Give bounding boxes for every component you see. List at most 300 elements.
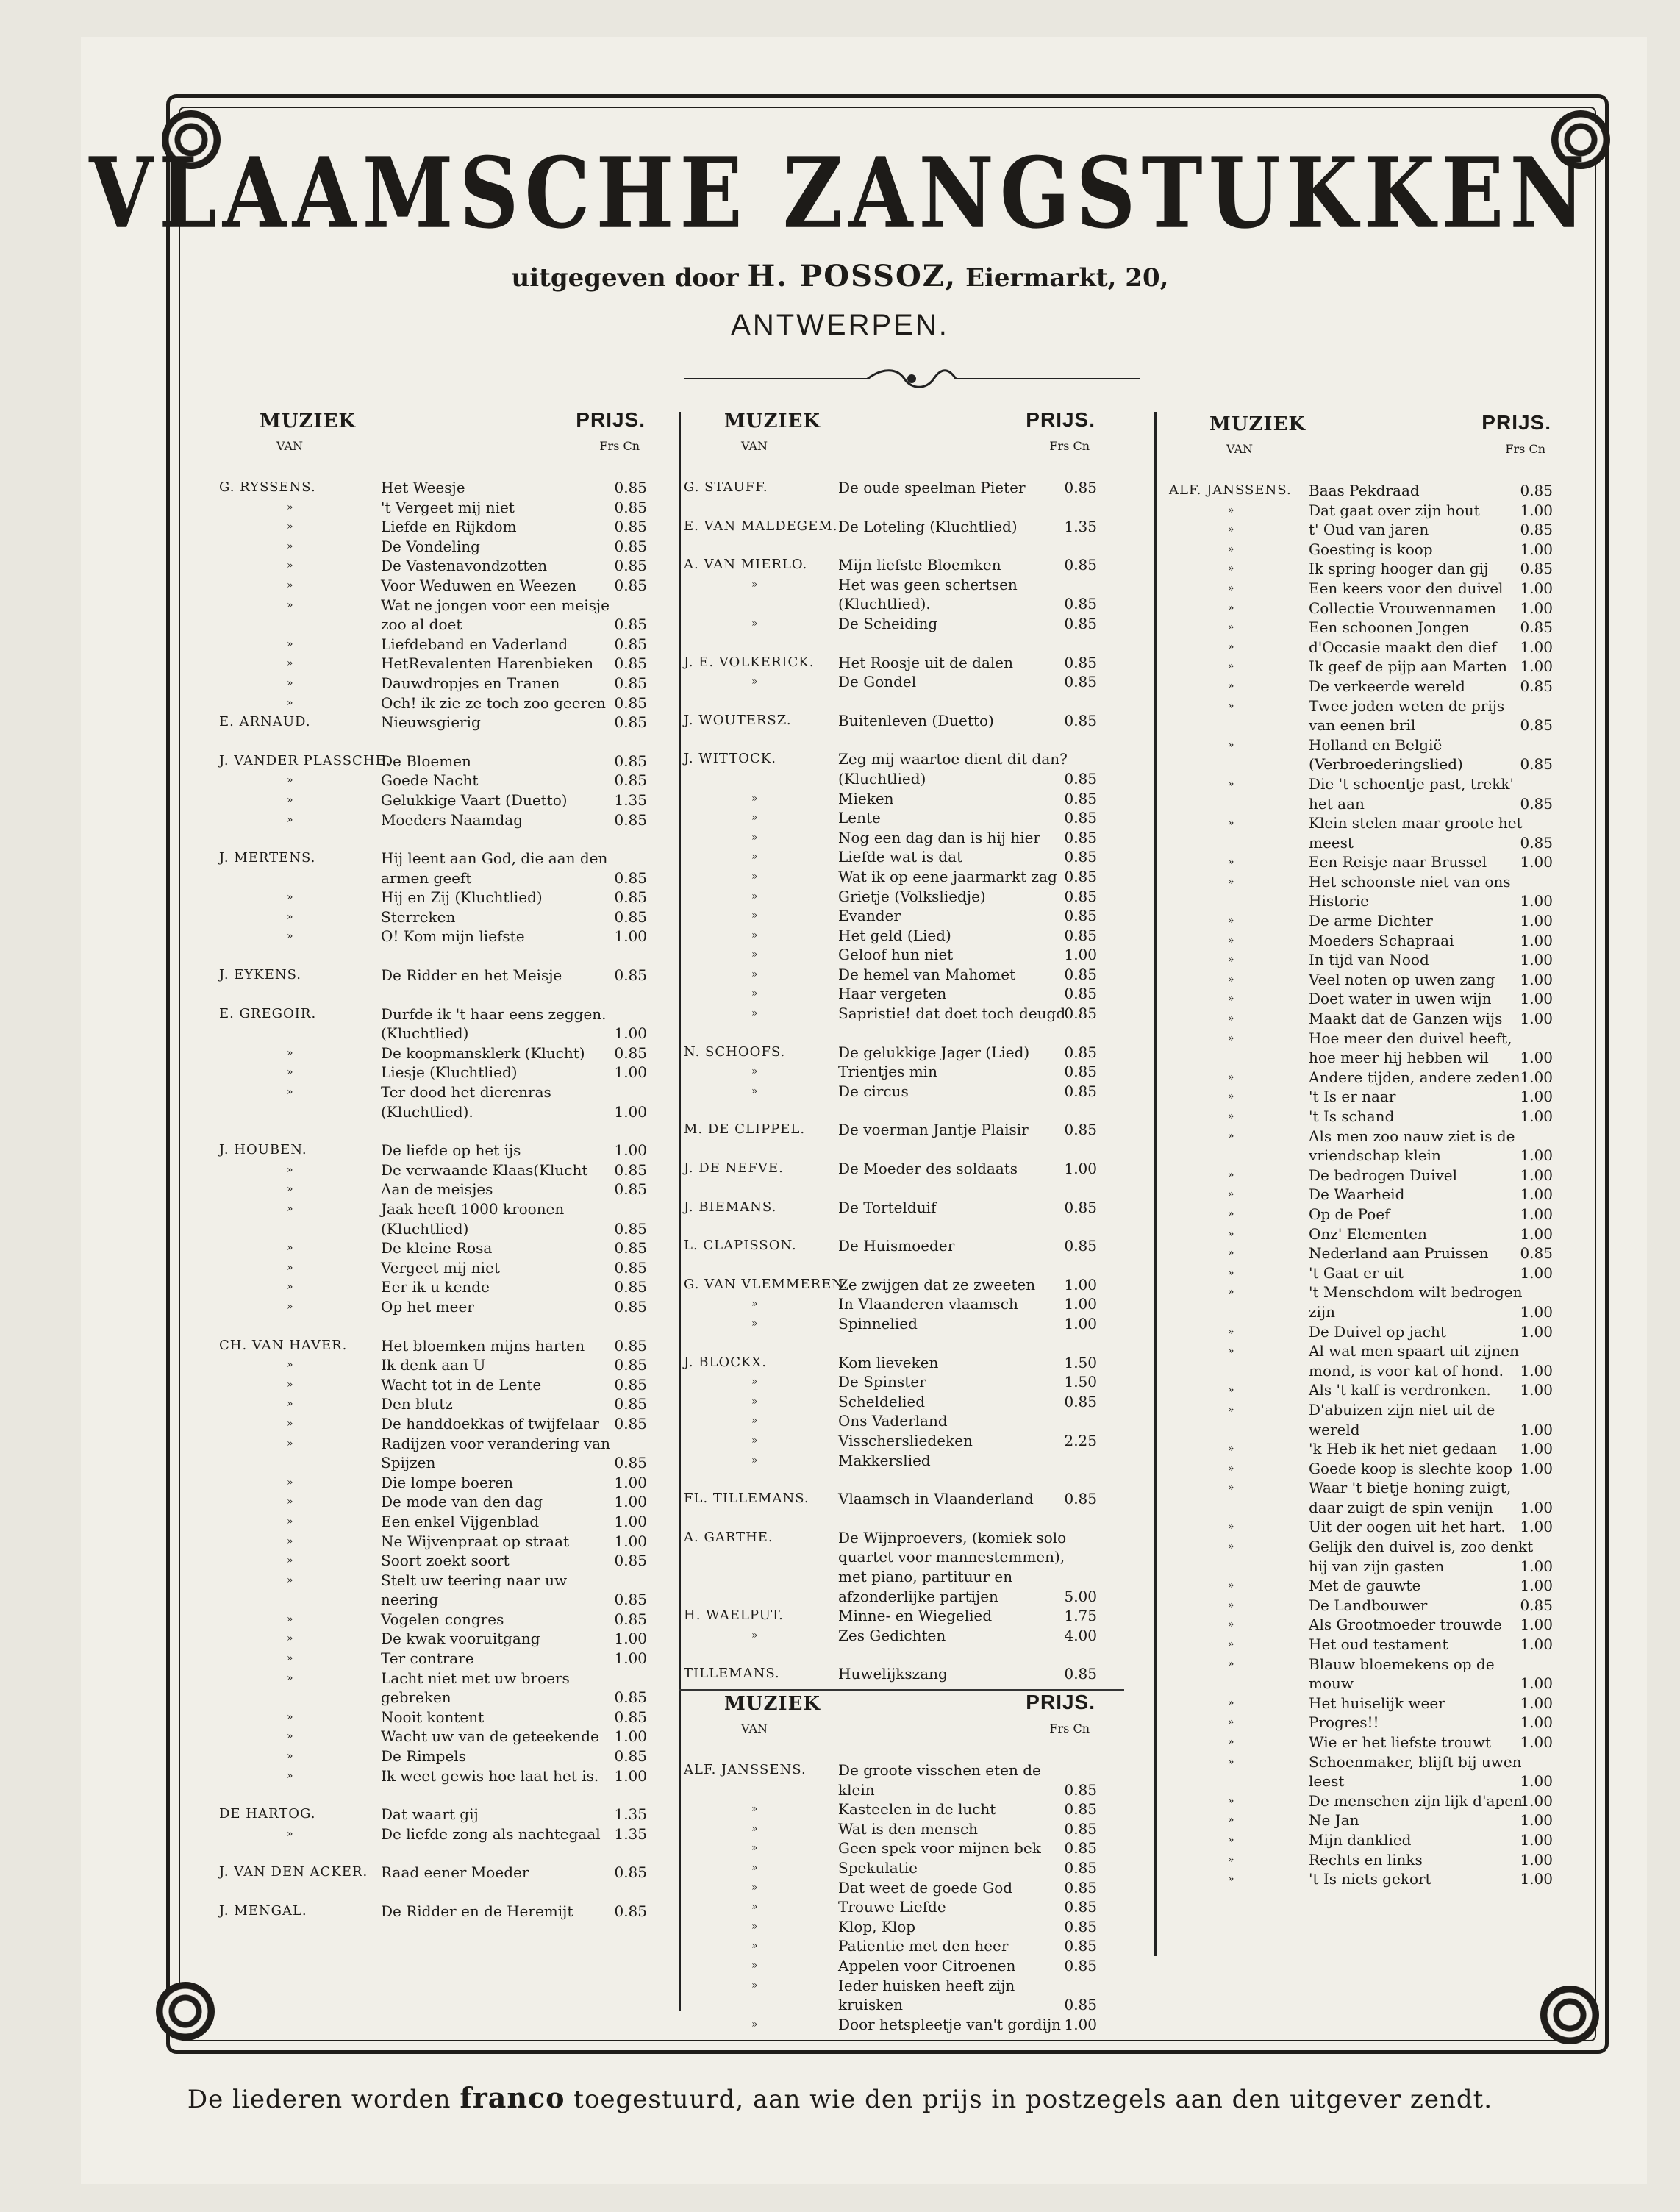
song-title: De liefde op het ijs: [381, 1141, 521, 1160]
list-item: [684, 555, 1125, 575]
song-title: HetRevalenten Harenbieken: [381, 654, 594, 673]
ditto-mark: »: [1228, 1384, 1234, 1396]
song-price: 0.85: [614, 1454, 647, 1472]
spacer: [684, 1645, 1125, 1664]
header-van: VAN: [741, 439, 768, 453]
song-price: 0.85: [1064, 887, 1097, 905]
ditto-mark: »: [751, 2018, 758, 2030]
song-price: 1.00: [1064, 1295, 1097, 1313]
ditto-mark: »: [1228, 1188, 1234, 1201]
song-price: 0.85: [614, 1902, 647, 1920]
song-title: t' Oud van jaren: [1309, 521, 1429, 539]
list-item: [684, 1819, 1125, 1839]
song-price: 0.85: [1064, 1063, 1097, 1081]
song-title: Spekulatie: [838, 1858, 918, 1877]
song-price: 0.85: [614, 1863, 647, 1882]
list-item: [684, 1664, 1125, 1684]
song-title: Op de Poef: [1309, 1205, 1390, 1223]
song-price: 0.85: [1064, 711, 1097, 729]
ditto-mark: »: [751, 578, 758, 591]
ditto-mark: »: [287, 1710, 293, 1723]
song-price: 1.00: [1520, 1830, 1553, 1849]
song-title: Spinnelied: [838, 1315, 918, 1332]
song-price: 0.85: [1064, 789, 1097, 807]
ditto-mark: »: [287, 774, 293, 787]
list-item: [219, 1512, 675, 1532]
ditto-mark: »: [287, 793, 293, 806]
song-price: 1.00: [1520, 1107, 1553, 1125]
song-price: 1.00: [1520, 1791, 1553, 1810]
ditto-mark: »: [751, 1842, 758, 1855]
song-price: 1.00: [614, 1727, 647, 1746]
page-title: VLAAMSCHE ZANGSTUKKEN: [89, 137, 1591, 251]
song-price: 1.35: [614, 1824, 647, 1843]
ditto-mark: »: [287, 1163, 293, 1176]
song-price: 0.85: [1064, 673, 1097, 691]
list-item: [219, 1258, 675, 1278]
song-price: 1.00: [1520, 1224, 1553, 1243]
song-title: Ons Vaderland: [838, 1412, 948, 1430]
ditto-mark: »: [287, 1827, 293, 1840]
song-title: Ter contrare: [381, 1649, 474, 1668]
list-item: [219, 1005, 675, 1043]
song-title: Stelt uw teering naar uw neering: [381, 1571, 568, 1609]
list-item: [219, 1043, 675, 1063]
song-title: Goede koop is slechte koop: [1309, 1459, 1513, 1477]
song-price: 0.85: [614, 907, 647, 926]
list-item: [1169, 1322, 1581, 1342]
song-price: 1.00: [614, 1102, 647, 1121]
list-item: [219, 674, 675, 693]
header-currency: Frs Cn: [599, 439, 640, 453]
list-item: [219, 1902, 675, 1922]
list-item: [684, 1431, 1125, 1451]
song-price: 1.00: [1064, 1315, 1097, 1332]
song-price: 1.00: [1520, 1185, 1553, 1204]
list-item: [1169, 501, 1581, 521]
ditto-mark: »: [751, 870, 758, 882]
ditto-mark: »: [1228, 1755, 1234, 1768]
song-price: 1.00: [1520, 657, 1553, 676]
song-title: De Loteling (Kluchtlied): [838, 517, 1018, 535]
song-title: Maakt dat de Ganzen wijs: [1309, 1010, 1503, 1028]
song-price: 0.85: [614, 1610, 647, 1628]
song-price: 0.85: [1064, 965, 1097, 983]
song-title: Dauwdropjes en Tranen: [381, 674, 560, 692]
list-item: [219, 907, 675, 927]
song-title: Wacht tot in de Lente: [381, 1375, 542, 1394]
list-item: [219, 752, 675, 771]
composer-name: ALF. JANSSENS.: [684, 1762, 807, 1777]
song-price: 1.00: [1064, 946, 1097, 964]
song-title: Liefdeband en Vaderland: [381, 635, 568, 653]
list-item: [219, 1629, 675, 1649]
list-item: [1169, 1068, 1581, 1088]
flourish-ornament-icon: [684, 368, 1140, 390]
song-price: 0.85: [614, 557, 647, 575]
ditto-mark: »: [287, 521, 293, 533]
song-price: 0.85: [614, 576, 647, 594]
list-item: [219, 498, 675, 518]
song-price: 1.00: [1520, 853, 1553, 871]
ditto-mark: »: [751, 890, 758, 902]
song-title: Rechts en links: [1309, 1850, 1423, 1869]
song-price: 0.85: [1520, 833, 1553, 852]
ditto-mark: »: [287, 1417, 293, 1430]
ditto-mark: »: [751, 1920, 758, 1933]
ditto-mark: »: [751, 1318, 758, 1330]
song-title: Eer ik u kende: [381, 1278, 490, 1296]
list-item: [684, 1353, 1125, 1373]
ditto-mark: »: [1228, 1207, 1234, 1220]
list-item: [1169, 1655, 1581, 1694]
footer-pre: De liederen worden: [187, 2085, 460, 2114]
song-title: De koopmansklerk (Klucht): [381, 1043, 585, 1062]
song-title: Radijzen voor verandering van Spijzen: [381, 1434, 610, 1472]
ditto-mark: »: [287, 1672, 293, 1684]
list-item: [1169, 1869, 1581, 1889]
song-price: 1.00: [1520, 990, 1553, 1008]
song-price: 1.00: [1520, 1713, 1553, 1732]
song-title: Twee joden weten de prijs van eenen bril: [1309, 696, 1505, 735]
list-item: [1169, 1439, 1581, 1459]
ditto-mark: »: [751, 1959, 758, 1972]
ditto-mark: »: [751, 676, 758, 688]
subtitle-pre: uitgegeven door: [511, 263, 748, 293]
list-item: [684, 1838, 1125, 1858]
list-item: [219, 1375, 675, 1395]
list-item: [219, 888, 675, 907]
list-item: [219, 1336, 675, 1356]
list-item: [219, 1277, 675, 1297]
list-item: [219, 693, 675, 713]
song-title: De verkeerde wereld: [1309, 677, 1465, 695]
composer-name: A. VAN MIERLO.: [684, 557, 808, 573]
ditto-mark: »: [287, 1769, 293, 1782]
list-item: [219, 1238, 675, 1258]
list-item: [1169, 540, 1581, 560]
composer-name: E. ARNAUD.: [219, 714, 311, 730]
spacer: [684, 536, 1125, 555]
song-title: De verwaande Klaas(Klucht: [381, 1160, 588, 1179]
song-title: Trientjes min: [838, 1063, 937, 1081]
ditto-mark: »: [287, 696, 293, 709]
column-header: [684, 410, 1125, 478]
song-price: 0.85: [614, 537, 647, 555]
ditto-mark: »: [751, 1415, 758, 1427]
song-price: 1.00: [614, 1630, 647, 1648]
city-name: ANTWERPEN.: [731, 309, 949, 341]
ditto-mark: »: [751, 812, 758, 824]
list-item: [1169, 1400, 1581, 1439]
song-price: 1.00: [1520, 951, 1553, 969]
song-title: De Scheiding: [838, 614, 938, 632]
song-title: Soort zoekt soort: [381, 1552, 510, 1570]
song-title: Liesje (Kluchtlied): [381, 1063, 518, 1082]
song-title: Andere tijden, andere zeden: [1309, 1068, 1520, 1086]
list-item: [684, 614, 1125, 634]
song-price: 0.85: [614, 1297, 647, 1316]
list-item: [1169, 1733, 1581, 1752]
song-price: 0.85: [614, 498, 647, 516]
song-title: Wacht uw van de geteekende: [381, 1727, 599, 1746]
song-price: 1.00: [614, 927, 647, 946]
list-item: [219, 1766, 675, 1786]
ditto-mark: »: [287, 1066, 293, 1079]
composer-name: ALF. JANSSENS.: [1169, 482, 1292, 498]
list-item: [684, 847, 1125, 867]
song-price: 1.00: [1064, 1160, 1097, 1178]
song-title: De Spinster: [838, 1373, 926, 1391]
ditto-mark: »: [287, 1378, 293, 1391]
list-item: [1169, 1694, 1581, 1713]
list-item: [684, 1936, 1125, 1956]
ditto-mark: »: [287, 501, 293, 513]
song-title: Haar vergeten: [838, 985, 947, 1003]
song-price: 1.00: [1520, 1049, 1553, 1067]
song-title: Zes Gedichten: [838, 1626, 946, 1644]
song-price: 0.85: [614, 1239, 647, 1257]
list-item: [219, 635, 675, 654]
song-title: Och! ik zie ze toch zoo geeren: [381, 693, 606, 712]
song-price: 0.85: [614, 966, 647, 985]
ditto-mark: »: [1228, 602, 1234, 614]
list-item: [684, 1489, 1125, 1509]
list-item: [1169, 559, 1581, 579]
ditto-mark: »: [751, 1454, 758, 1466]
ditto-mark: »: [1228, 1247, 1234, 1260]
spacer: [219, 1785, 675, 1805]
song-price: 1.00: [1064, 1275, 1097, 1294]
song-title: Minne- en Wiegelied: [838, 1607, 993, 1625]
list-item: [684, 1976, 1125, 2015]
song-price: 0.85: [1520, 794, 1553, 813]
spacer: [684, 1470, 1125, 1489]
ditto-mark: »: [287, 1242, 293, 1255]
spacer: [219, 1317, 675, 1336]
spacer: [684, 1101, 1125, 1120]
list-item: [684, 1858, 1125, 1878]
ditto-mark: »: [287, 599, 293, 611]
list-item: [219, 1747, 675, 1766]
spacer: [219, 1883, 675, 1902]
corner-rosette-icon: [1540, 1986, 1599, 2044]
song-title: Mijn liefste Bloemken: [838, 556, 1001, 574]
song-price: 1.00: [1064, 2015, 1097, 2033]
song-title: Al wat men spaart uit zijnen mond, is voor kat of hond.: [1309, 1342, 1519, 1380]
song-title: Wat ne jongen voor een meisje zoo al doet: [381, 596, 610, 634]
song-title: Het schoonste niet van ons Historie: [1309, 872, 1511, 910]
song-price: 1.00: [1520, 1420, 1553, 1438]
song-title: Geen spek voor mijnen bek: [838, 1839, 1041, 1858]
song-title: Ieder huisken heeft zijn kruisken: [838, 1976, 1015, 2014]
ditto-mark: »: [287, 1750, 293, 1763]
composer-name: TILLEMANS.: [684, 1666, 780, 1682]
ditto-mark: »: [287, 540, 293, 552]
list-item: [1169, 1244, 1581, 1263]
list-item: [1169, 1380, 1581, 1400]
list-item: [1169, 950, 1581, 970]
song-title: De Duivel op jacht: [1309, 1322, 1446, 1341]
list-item: [219, 1571, 675, 1610]
song-price: 0.85: [1064, 1878, 1097, 1897]
song-title: De liefde zong als nachtegaal: [381, 1824, 601, 1843]
song-title: De Moeder des soldaats: [838, 1160, 1018, 1178]
song-price: 1.00: [1520, 1577, 1553, 1595]
list-item: [1169, 1166, 1581, 1185]
song-price: 0.85: [1064, 479, 1097, 496]
ditto-mark: »: [287, 1437, 293, 1449]
ditto-mark: »: [1228, 1403, 1234, 1416]
column-header: [1169, 413, 1581, 481]
song-title: Schoenmaker, blijft bij uwen leest: [1309, 1752, 1522, 1791]
song-title: De bedrogen Duivel: [1309, 1166, 1457, 1184]
publisher-line: [0, 259, 1680, 293]
song-price: 1.00: [1520, 1088, 1553, 1106]
song-price: 0.85: [1064, 809, 1097, 827]
song-title: Die lompe boeren: [381, 1473, 513, 1491]
ditto-mark: »: [1228, 1071, 1234, 1083]
list-item: [1169, 774, 1581, 813]
list-item: [684, 1275, 1125, 1295]
song-price: 0.85: [614, 868, 647, 887]
list-item: [1169, 1205, 1581, 1224]
song-title: Voor Weduwen en Weezen: [381, 576, 577, 594]
list-item: [219, 1727, 675, 1747]
song-price: 1.00: [1520, 579, 1553, 597]
ditto-mark: »: [751, 1803, 758, 1816]
ditto-mark: »: [751, 1861, 758, 1874]
song-price: 0.85: [614, 771, 647, 790]
song-price: 1.00: [1520, 1459, 1553, 1477]
song-title: Die 't schoentje past, trekk' het aan: [1309, 774, 1514, 813]
song-title: De Bloemen: [381, 752, 471, 770]
list-item: [684, 789, 1125, 809]
composer-name: J. E. VOLKERICK.: [684, 654, 815, 670]
list-item: [219, 791, 675, 810]
song-price: 0.85: [1064, 1665, 1097, 1683]
list-item: [219, 927, 675, 946]
song-title: Baas Pekdraad: [1309, 482, 1420, 499]
song-title: De Huismoeder: [838, 1237, 955, 1255]
song-price: 1.00: [1520, 1870, 1553, 1888]
list-item: [684, 1314, 1125, 1334]
list-item: [219, 1473, 675, 1493]
song-price: 0.85: [1520, 618, 1553, 637]
list-item: [1169, 735, 1581, 774]
song-price: 1.00: [1520, 1146, 1553, 1165]
ditto-mark: »: [1228, 543, 1234, 555]
song-title: Liefde wat is dat: [838, 848, 963, 866]
song-price: 0.85: [614, 1278, 647, 1296]
ditto-mark: »: [287, 1535, 293, 1547]
list-item: [1169, 989, 1581, 1009]
spacer: [684, 1256, 1125, 1275]
song-title: Ze zwijgen dat ze zweeten: [838, 1275, 1036, 1294]
ditto-mark: »: [287, 1555, 293, 1567]
song-title: Uit der oogen uit het hart.: [1309, 1518, 1506, 1536]
song-title: Nog een dag dan is hij hier: [838, 828, 1040, 846]
list-item: [1169, 1713, 1581, 1733]
ditto-mark: »: [1228, 1814, 1234, 1827]
song-price: 1.75: [1064, 1607, 1097, 1625]
song-price: 0.85: [1064, 1800, 1097, 1819]
song-title: De Ridder en de Heremijt: [381, 1902, 573, 1920]
list-item: [219, 1805, 675, 1824]
list-item: [684, 1606, 1125, 1626]
song-price: 0.85: [614, 1219, 647, 1238]
song-title: Durfde ik 't haar eens zeggen. (Kluchtlied): [381, 1005, 607, 1043]
list-item: [684, 1294, 1125, 1314]
song-price: 0.85: [614, 1591, 647, 1609]
list-item: [1169, 1517, 1581, 1537]
song-title: Ne Wijvenpraat op straat: [381, 1532, 570, 1550]
list-item: [1169, 657, 1581, 677]
song-title: De Waarheid: [1309, 1185, 1405, 1204]
ditto-mark: »: [1228, 1110, 1234, 1122]
ditto-mark: »: [1228, 875, 1234, 888]
song-title: De oude speelman Pieter: [838, 479, 1026, 496]
song-price: 0.85: [614, 1414, 647, 1433]
ditto-mark: »: [1228, 1325, 1234, 1338]
spacer: [684, 498, 1125, 517]
song-title: De Ridder en het Meisje: [381, 966, 562, 985]
list-item: [1169, 1107, 1581, 1127]
footer-note: [0, 2081, 1680, 2114]
list-item: [1169, 1635, 1581, 1655]
list-item: [684, 1451, 1125, 1471]
ditto-mark: »: [751, 1940, 758, 1952]
song-price: 1.00: [1520, 1616, 1553, 1634]
song-title: Geloof hun niet: [838, 946, 954, 964]
song-price: 2.25: [1064, 1431, 1097, 1449]
ditto-mark: »: [1228, 504, 1234, 516]
song-price: 1.00: [1520, 1772, 1553, 1791]
song-title: De Vastenavondzotten: [381, 557, 548, 575]
header-van: VAN: [276, 439, 304, 453]
song-price: 0.85: [614, 713, 647, 732]
list-item: [219, 810, 675, 830]
song-title: 't Vergeet mij niet: [381, 498, 515, 516]
song-price: 1.00: [1520, 1322, 1553, 1341]
spacer: [684, 730, 1125, 749]
song-price: 1.00: [1520, 501, 1553, 519]
song-price: 1.00: [1520, 1440, 1553, 1458]
list-item: [1169, 696, 1581, 735]
song-title: Als men zoo nauw ziet is de vriendschap klein: [1309, 1127, 1515, 1165]
ditto-mark: »: [287, 1046, 293, 1059]
ditto-mark: »: [1228, 817, 1234, 830]
list-item: [684, 1760, 1125, 1799]
ditto-mark: »: [1228, 1599, 1234, 1611]
song-title: De kleine Rosa: [381, 1239, 493, 1257]
header-muziek: MUZIEK: [724, 410, 821, 432]
composer-name: J. VAN DEN ACKER.: [219, 1864, 368, 1880]
song-title: Het Roosje uit de dalen: [838, 653, 1013, 671]
song-price: 0.85: [614, 888, 647, 907]
list-item: [1169, 1478, 1581, 1517]
song-price: 0.85: [614, 479, 647, 496]
column-rule: [679, 412, 681, 2011]
list-item: [219, 1141, 675, 1160]
song-price: 0.85: [1064, 1937, 1097, 1955]
song-price: 0.85: [614, 1258, 647, 1277]
song-price: 1.00: [614, 1512, 647, 1530]
song-title: Een Reisje naar Brussel: [1309, 853, 1487, 871]
ditto-mark: »: [1228, 1697, 1234, 1709]
song-price: 1.00: [1520, 1694, 1553, 1712]
list-item: [684, 1956, 1125, 1976]
